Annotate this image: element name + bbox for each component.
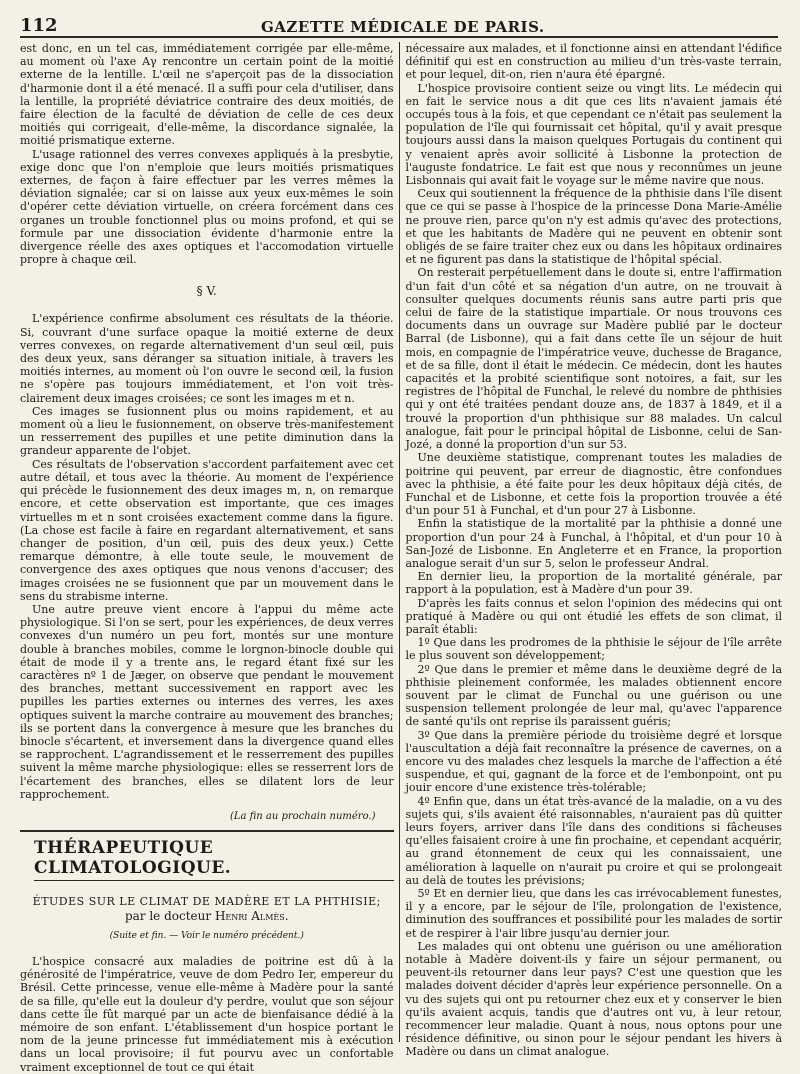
section-heading: § V. (196, 284, 217, 299)
paragraph: Ces résultats de l'observation s'accordent parfaitement avec cet autre détail, et tous avec la théorie. Au moment de l'expérience qui précède le fusionnement des deux images m, n, on remarque encore, et cette observation est importante, que ces images virtuelles m et n sont croisées exactement comme dans la figure. (La chose est facile à faire en regardant alternativement, et sans changer de position, d'un œil, puis des deux yeux.) Cette remarque démontre, à elle toute seule, le mouvement de convergence des axes optiques que nous venons d'accuser; des images croisées ne se fusionnent que par un mouvement dans le sens du strabisme interne. (20, 457, 394, 603)
numbered-list (406, 636, 783, 940)
journal-title: GAZETTE MÉDICALE DE PARIS. (260, 18, 545, 36)
paragraph: Les malades qui ont obtenu une guérison ou une amélioration notable à Madère doivent-ils y faire un séjour permanent, ou peuvent-ils retourner dans leur pays? C'est une question que les malades doivent décider d'après leur expérience personnelle. On a vu des sujets qui ont pu retourner chez eux et y conserver le bien qu'ils avaient acquis, tandis que d'autres ont vu, à leur retour, recommencer leur maladie. Quant à nous, nous optons pour une résidence définitive, ou sinon pour le séjour pendant les hivers à Madère ou dans un climat analogue. (405, 939, 782, 1059)
list-item: 2º Que dans le premier et même dans le deuxième degré de la phthisie pleinement conformée, les malades obtiennent encore souvent par le climat de Funchal ou une guérison ou une suspension tellement prolongée de leur mal, qu'avec l'apparence de santé qu'ils ont reprise ils paraissent guéris; (405, 662, 782, 729)
list-item: 3º Que dans la première période du troisième degré et lorsque l'auscultation a déjà fait reconnaître la présence de cavernes, on a encore vu des malades chez lesquels la marche de l'affection a été suspendue, et qui, gagnant de la force et de l'embonpoint, ont pu jouir encore d'une existence très-tolérable; (405, 728, 782, 795)
paragraph: Ceux qui soutiennent la fréquence de la phthisie dans l'île disent que ce qui se passe à l'hospice de la princesse Dona Marie-Amélie ne prouve rien, parce qu'on n'y est admis qu'avec des protections, et que les habitants de Madère qui ne peuvent en obtenir sont obligés de se faire traiter chez eux ou dans les hôpitaux ordinaires et ne figurent pas dans la statistique de l'hôpital spécial. (405, 187, 782, 267)
two-column-body (14, 42, 784, 1074)
list-item: 1º Que dans les prodromes de la phthisie le séjour de l'île arrête le plus souvent son développement; (405, 636, 782, 663)
paragraph: nécessaire aux malades, et il fonctionne ainsi en attendant l'édifice définitif qui est en construction au milieu d'un très-vaste terrain, et pour lequel, dit-on, rien n'aura été épargné. (405, 42, 782, 82)
paragraph: Une deuxième statistique, comprenant toutes les maladies de poitrine qui peuvent, par erreur de diagnostic, être confondues avec la phthisie, a été faite pour les deux hôpitaux déjà cités, de Funchal et de Lisbonne, et cette fois la proportion trouvée a été d'un pour 51 à Funchal, et d'un pour 27 à Lisbonne. (405, 451, 782, 518)
paragraph: L'hospice consacré aux maladies de poitrine est dû à la générosité de l'impératrice, veuve de dom Pedro Ier, empereur du Brésil. Cette princesse, venue elle-même à Madère pour la santé de sa fille, qu'elle eut la douleur d'y perdre, voulut que son séjour dans cette île fût marqué par un acte de bienfaisance dédié à la mémoire de son enfant. L'établissement d'un hospice portant le nom de la jeune princesse fut immédiatement mis à exécution dans un local provisoire; il fut pourvu avec un confortable vraiment exceptionnel de tout ce qui était (20, 954, 394, 1074)
sequel-note: (Suite et fin. — Voir le numéro précédent.) (109, 930, 304, 941)
list-item: 5º Et en dernier lieu, que dans les cas irrévocablement funestes, il y a encore, par le séjour de l'île, prolongation de l'existence, diminution des souffrances et possibilité pour les malades de sortir et de respirer à l'air libre jusqu'au dernier jour. (405, 887, 782, 940)
right-column (400, 42, 785, 1059)
paragraph: Une autre preuve vient encore à l'appui du même acte physiologique. Si l'on se sert, pour les expériences, de deux verres convexes d'un numéro un peu fort, montés sur une monture double à branches mobiles, comme le lorgnon-binocle double qui était de mode il y a trente ans, le regard étant fixé sur les caractères nº 1 de Jæger, on observe que pendant le mouvement des branches, mettant successivement en rapport avec les pupilles les parties externes ou internes des verres, les axes optiques suivent la marche contraire au mouvement des branches; ils se portent dans la convergence à mesure que les branches du binocle s'écartent, et inversement dans la divergence quand elles se rapprochent. L'agrandissement et le resserrement des pupilles suivent la même marche physiologique: elles se resserrent lors de l'écartement des branches, elles se dilatent lors de leur rapprochement. (20, 602, 394, 801)
paragraph: D'après les faits connus et selon l'opinion des médecins qui ont pratiqué à Madère ou qui ont étudié les effets de son climat, il paraît établi: (405, 596, 782, 636)
paragraph: Enfin la statistique de la mortalité par la phthisie a donné une proportion d'un pour 24 à Funchal, à l'hôpital, et d'un pour 10 à San-Jozé de Lisbonne. En Angleterre et en France, la proportion analogue serait d'un sur 5, selon le professeur Andral. (405, 517, 782, 570)
article-title: ÉTUDES SUR LE CLIMAT DE MADÈRE ET LA PHTHISIE; (32, 894, 381, 908)
byline-prefix: par le docteur (124, 908, 212, 923)
paragraph: On resterait perpétuellement dans le doute si, entre l'affirmation d'un fait d'un côté et sa négation d'un autre, on ne trouvait à consulter quelques documents réunis sans autre parti pris que celui de faire de la statistique impartiale. Or nous trouvons ces documents dans un ouvrage sur Madère publié par le docteur Barral (de Lisbonne), qui a fait dans cette île un séjour de huit mois, en compagnie de l'impératrice veuve, duchesse de Bragance, et de sa fille, dont il était le médecin. Ce médecin, dont les hautes capacités et la probité scientifique sont notoires, a fait, sur les registres de l'hôpital de Funchal, le relevé du nombre de phthisies qui y ont été traitées pendant douze ans, de 1837 à 1849, et il a trouvé la proportion d'un phthisique sur 88 malades. Un calcul analogue, fait pour le principal hôpital de Lisbonne, celui de San-Jozé, a donné la proportion d'un sur 53. (405, 266, 782, 452)
author-name: Henri Almès. (214, 908, 289, 923)
paragraph: L'usage rationnel des verres convexes appliqués à la presbytie, exige donc que l'on n'emploie que leurs moitiés prismatiques externes, de façon à faire effectuer par les verres mêmes la déviation signalée; car si on laisse aux yeux eux-mêmes le soin d'opérer cette déviation virtuelle, on créera forcément dans ces organes un trouble fonctionnel plus ou moins profond, et qui se formule par une dissociation évidente d'harmonie entre la divergence réelle des axes optiques et l'accomodation virtuelle propre à chaque œil. (20, 147, 394, 267)
divider (20, 830, 394, 832)
paragraph: L'expérience confirme absolument ces résultats de la théorie. Si, couvrant d'une surface opaque la moitié externe de deux verres convexes, on regarde alternativement d'un seul œil, puis des deux yeux, sans déranger sa situation initiale, à travers les moitiés internes, au moment où l'on ouvre le second œil, la fusion ne s'opère pas toujours immédiatement, et l'on voit très-clairement deux images croisées; ce sont les images m et n. (20, 312, 394, 405)
list-item: 4º Enfin que, dans un état très-avancé de la maladie, on a vu des sujets qui, s'ils avaient été raisonnables, n'auraient pas dû quitter leurs foyers, arriver dans l'île dans des conditions si fâcheuses qu'elles faisaient croire à une fin prochaine, et cependant acquérir, au grand étonnement de ceux qui les connaissaient, une amélioration à laquelle on n'aurait pu croire et qui se prolongeait au delà de toutes les prévisions; (405, 794, 782, 887)
paragraph: L'hospice provisoire contient seize ou vingt lits. Le médecin qui en fait le service nous a dit que ces lits n'avaient jamais été occupés tous à la fois, et que cependant ce n'était pas seulement la population de l'île qui fournissait cet hôpital, qu'il y avait presque toujours aussi dans la maison quelques Portugais du continent qui y venaient après avoir sollicité à Lisbonne la protection de l'auguste fondatrice. Le fait est que nous y reconnûmes un jeune Lisbonnais qui avait fait le voyage sur le même navire que nous. (405, 81, 782, 188)
page-number: 112 (20, 15, 58, 36)
paragraph: est donc, en un tel cas, immédiatement corrigée par elle-même, au moment où l'axe Aγ rencontre un certain point de la moitié externe de la lentille. L'œil ne s'aperçoit pas de la dissociation d'harmonie dont il a été menacé. Il a suffi pour cela d'utiliser, dans la lentille, la propriété déviatrice contraire des deux moitiés, de faire élection de la faculté de déviation de celle de ces deux moitiés qui corrigeait, d'elle-même, la discordance signalée, la moitié prismatique externe. (20, 42, 394, 148)
left-column (14, 42, 399, 1074)
rubric-heading: THÉRAPEUTIQUE CLIMATOLOGIQUE. (34, 838, 394, 881)
byline (20, 909, 394, 923)
continuation-note: (La fin au prochain numéro.) (229, 810, 376, 822)
paragraph: En dernier lieu, la proportion de la mortalité générale, par rapport à la population, est à Madère d'un pour 39. (405, 570, 782, 597)
paragraph: Ces images se fusionnent plus ou moins rapidement, et au moment où a lieu le fusionnement, on observe très-manifestement un resserrement des pupilles et une petite diminution dans la grandeur apparente de l'objet. (20, 404, 394, 458)
page-header (20, 10, 778, 38)
